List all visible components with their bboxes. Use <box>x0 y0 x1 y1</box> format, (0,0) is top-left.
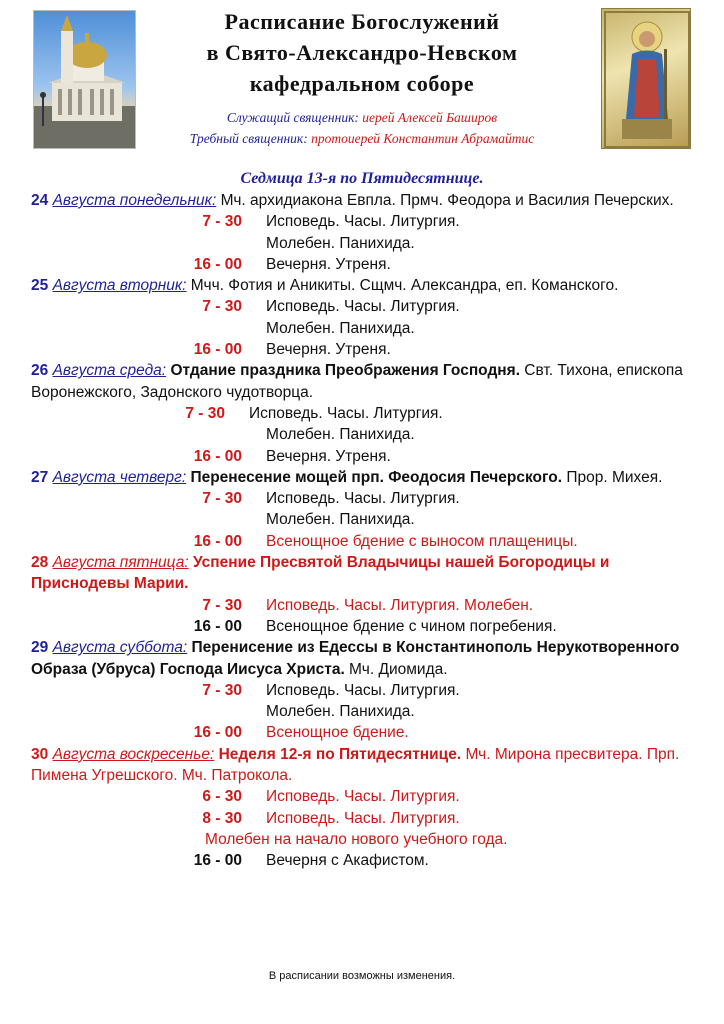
service-row <box>31 786 701 807</box>
service-desc: Исповедь. Часы. Литургия. Молебен. <box>266 596 534 614</box>
title-line-3: кафедральном соборе <box>249 71 475 96</box>
service-row <box>31 296 701 317</box>
service-time: 16 - 00 <box>193 447 242 465</box>
service-time: 6 - 30 <box>202 788 242 806</box>
service-time <box>31 424 266 445</box>
service-desc: Исповедь. Часы. Литургия. <box>266 809 460 827</box>
service-desc: Вечерня. Утреня. <box>266 255 391 273</box>
day-saints: Мч. Мирона пресвитера. Прп. Пимена Угрешского. Мч. Патрокола. <box>31 745 680 785</box>
service-desc: Всенощное бдение с выносом плащеницы. <box>266 532 578 550</box>
service-time <box>31 701 266 722</box>
day-saints: Мч. архидиакона Евпла. Прмч. Феодора и Василия Печерских. <box>216 192 674 209</box>
day-number: 29 <box>31 639 49 657</box>
service-row <box>31 254 701 275</box>
day-saints: Прор. Михея. <box>562 468 663 486</box>
duty-priest-name: протоиерей Константин Абрамайтис <box>311 131 535 146</box>
service-time: 16 - 00 <box>193 852 242 870</box>
service-row <box>31 616 701 637</box>
service-note: Молебен на начало нового учебного года. <box>205 830 508 848</box>
service-desc: Молебен. Панихида. <box>266 703 415 721</box>
service-time: 16 - 00 <box>193 341 242 359</box>
service-time: 16 - 00 <box>193 617 242 635</box>
service-row <box>31 424 701 445</box>
service-time <box>31 318 266 339</box>
service-desc: Всенощное бдение с чином погребения. <box>266 617 557 635</box>
service-row <box>31 446 701 467</box>
service-desc: Исповедь. Часы. Литургия. <box>266 788 460 806</box>
day-number: 25 <box>31 277 49 295</box>
day-number: 24 <box>31 192 49 209</box>
cathedral-photo <box>33 10 136 149</box>
service-time: 7 - 30 <box>202 596 242 614</box>
week-title: Седмица 13-я по Пятидесятнице. <box>240 170 484 187</box>
day-feast: Перенисение из Едессы в Константинополь Нерукотворенного Образа (Убруса) Господа Иисуса Христа. <box>31 639 680 678</box>
service-time: 16 - 00 <box>193 255 242 273</box>
saint-icon-image <box>601 8 691 149</box>
service-desc: Всенощное бдение. <box>266 724 409 742</box>
service-time <box>31 233 266 254</box>
service-time: 7 - 30 <box>202 681 242 699</box>
service-row <box>31 701 701 722</box>
page-title <box>160 6 564 99</box>
service-row <box>31 808 701 829</box>
day-feast: Отдание праздника Преображения Господня. <box>170 362 520 380</box>
service-row <box>31 403 701 424</box>
service-row <box>31 509 701 530</box>
service-time: 16 - 00 <box>193 724 242 742</box>
serving-priest-line <box>140 110 584 126</box>
service-row <box>31 680 701 701</box>
service-time: 7 - 30 <box>202 490 242 508</box>
serving-priest-name: иерей Алексей Баширов <box>362 110 498 125</box>
service-desc: Молебен. Панихида. <box>266 234 415 252</box>
day-weekday: Августа воскресенье: <box>52 745 215 763</box>
day-weekday: Августа вторник: <box>52 277 187 295</box>
day-feast: Успение Пресвятой Владычицы нашей Богородицы и Приснодевы Марии. <box>31 554 610 593</box>
service-row <box>31 233 701 254</box>
day-feast: Перенесение мощей прп. Феодосия Печерского. <box>190 468 563 486</box>
service-desc: Вечерня. Утреня. <box>266 341 391 359</box>
day-number: 30 <box>31 745 49 763</box>
service-desc: Исповедь. Часы. Литургия. <box>266 298 460 316</box>
service-desc: Исповедь. Часы. Литургия. <box>249 404 443 422</box>
duty-priest-line <box>140 131 584 147</box>
saint-icon <box>602 9 691 149</box>
day-weekday: Августа суббота: <box>52 639 188 657</box>
footer-note: В расписании возможны изменения. <box>268 970 456 982</box>
service-row <box>31 722 701 743</box>
service-desc: Вечерня с Акафистом. <box>266 852 429 870</box>
service-desc: Молебен. Панихида. <box>266 319 415 337</box>
service-desc: Исповедь. Часы. Литургия. <box>266 213 460 231</box>
cathedral-icon <box>34 11 136 149</box>
day-saints: Мчч. Фотия и Аникиты. Сщмч. Александра, еп. Команского. <box>186 277 619 295</box>
service-time: 7 - 30 <box>185 404 225 422</box>
service-row <box>31 488 701 509</box>
service-row <box>31 595 701 616</box>
service-desc: Молебен. Панихида. <box>266 426 415 444</box>
service-row <box>31 318 701 339</box>
day-saints: Свт. Тихона, епископа Воронежского, Задонского чудотворца. <box>31 362 683 401</box>
service-row <box>31 211 701 232</box>
service-time: 7 - 30 <box>202 213 242 231</box>
service-desc: Исповедь. Часы. Литургия. <box>266 681 460 699</box>
day-saints: Мч. Диомида. <box>344 660 448 678</box>
title-line-1: Расписание Богослужений <box>224 9 500 34</box>
day-24-heading <box>31 190 701 211</box>
day-28-heading <box>31 552 701 595</box>
day-weekday: Августа пятница: <box>52 554 189 572</box>
service-desc: Исповедь. Часы. Литургия. <box>266 490 460 508</box>
day-feast: Неделя 12-я по Пятидесятнице. <box>218 745 462 763</box>
service-row <box>31 339 701 360</box>
service-time: 8 - 30 <box>202 809 242 827</box>
day-27-heading <box>31 467 701 488</box>
day-26-heading <box>31 360 701 403</box>
duty-priest-label: Требный священник: <box>189 131 308 146</box>
service-time: 16 - 00 <box>193 532 242 550</box>
schedule <box>31 190 701 872</box>
day-number: 26 <box>31 362 49 380</box>
day-weekday: Августа среда: <box>52 362 167 380</box>
day-25-heading <box>31 275 701 296</box>
day-weekday: Августа четверг: <box>52 468 187 486</box>
day-number: 27 <box>31 468 49 486</box>
service-time <box>31 509 266 530</box>
day-30-heading <box>31 744 701 787</box>
title-line-2: в Свято-Александро-Невском <box>206 40 518 65</box>
service-row <box>31 531 701 552</box>
day-weekday: Августа понедельник: <box>52 192 217 209</box>
day-number: 28 <box>31 554 49 572</box>
service-time: 7 - 30 <box>202 298 242 316</box>
service-desc: Вечерня. Утреня. <box>266 447 391 465</box>
day-29-heading <box>31 637 701 680</box>
serving-priest-label: Служащий священник: <box>226 110 359 125</box>
service-row <box>31 850 701 871</box>
service-desc: Молебен. Панихида. <box>266 511 415 529</box>
